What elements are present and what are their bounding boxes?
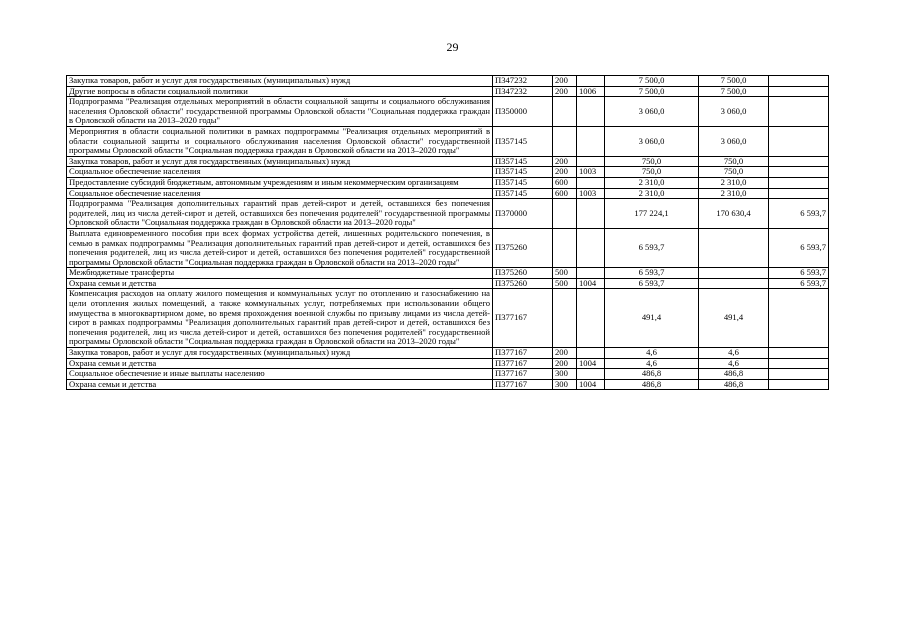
row-rz: 1004: [577, 358, 605, 369]
row-value-1: 6 593,7: [605, 268, 699, 279]
page-number: 29: [446, 40, 459, 54]
row-value-1: 2 310,0: [605, 188, 699, 199]
row-value-2: 7 500,0: [699, 76, 769, 87]
row-rz: [577, 289, 605, 348]
row-value-3: 6 593,7: [769, 199, 829, 229]
row-code: П377167: [493, 358, 553, 369]
row-value-1: 6 593,7: [605, 278, 699, 289]
row-value-3: [769, 156, 829, 167]
row-value-2: 7 500,0: [699, 86, 769, 97]
row-value-2: [699, 228, 769, 267]
row-name: Компенсация расходов на оплату жилого помещения и коммунальных услуг по отоплению и газоснабжению на цели отопления жилых помещений, а также коммунальных услуг, потребляемых при использовании общего имущества в многоквартирном доме, во время прохождения военной службы по призыву лицами из числа детей-сирот в рамках подпрограммы "Реализация дополнительных гарантий прав детей-сирот и детей, оставшихся без попечения родителей, лиц из числа детей-сирот и детей, оставшихся без попечения родителей" государственной программы Орловской области "Социальная поддержка граждан в Орловской области на 2013–2020 годы": [67, 289, 493, 348]
table-row: [67, 289, 829, 348]
row-value-3: [769, 86, 829, 97]
row-vr: [553, 97, 577, 127]
row-value-1: 3 060,0: [605, 97, 699, 127]
table-row: [67, 86, 829, 97]
row-vr: [553, 289, 577, 348]
row-value-2: 491,4: [699, 289, 769, 348]
row-name: Подпрограмма "Реализация отдельных мероприятий в области социальной защиты и социального обслуживания населения Орловской области" государственной программы Орловской области "Социальная поддержка граждан в Орловской области на 2013–2020 годы": [67, 97, 493, 127]
row-code: П347232: [493, 86, 553, 97]
row-vr: 600: [553, 188, 577, 199]
row-value-2: 4,6: [699, 358, 769, 369]
row-value-1: 491,4: [605, 289, 699, 348]
row-value-2: 750,0: [699, 167, 769, 178]
row-value-2: [699, 278, 769, 289]
table-row: [67, 228, 829, 267]
row-code: П350000: [493, 97, 553, 127]
row-rz: [577, 156, 605, 167]
row-vr: 200: [553, 86, 577, 97]
row-name: Другие вопросы в области социальной политики: [67, 86, 493, 97]
row-name: Социальное обеспечение населения: [67, 167, 493, 178]
row-code: П357145: [493, 126, 553, 156]
row-vr: 300: [553, 379, 577, 390]
row-code: П357145: [493, 167, 553, 178]
row-value-2: 750,0: [699, 156, 769, 167]
row-vr: 200: [553, 348, 577, 359]
row-value-3: 6 593,7: [769, 228, 829, 267]
row-name: Социальное обеспечение и иные выплаты населению: [67, 369, 493, 380]
row-value-1: 2 310,0: [605, 177, 699, 188]
row-code: П357145: [493, 156, 553, 167]
row-vr: 200: [553, 358, 577, 369]
row-value-3: [769, 289, 829, 348]
row-name: Закупка товаров, работ и услуг для государственных (муниципальных) нужд: [67, 76, 493, 87]
row-value-3: [769, 188, 829, 199]
row-rz: [577, 199, 605, 229]
row-rz: [577, 126, 605, 156]
table-row: [67, 379, 829, 390]
row-name: Предоставление субсидий бюджетным, автономным учреждениям и иным некоммерческим организациям: [67, 177, 493, 188]
row-vr: 500: [553, 278, 577, 289]
row-code: П377167: [493, 379, 553, 390]
row-value-2: 4,6: [699, 348, 769, 359]
budget-table: [66, 75, 829, 390]
table-row: [67, 97, 829, 127]
row-name: Мероприятия в области социальной политики в рамках подпрограммы "Реализация отдельных мероприятий в области социальной защиты и социального обслуживания населения Орловской области" государственной программы Орловской области "Социальная поддержка граждан в Орловской области на 2013–2020 годы": [67, 126, 493, 156]
row-value-3: 6 593,7: [769, 278, 829, 289]
row-value-2: 3 060,0: [699, 97, 769, 127]
table-row: [67, 177, 829, 188]
row-name: Социальное обеспечение населения: [67, 188, 493, 199]
table-row: [67, 199, 829, 229]
row-value-2: 2 310,0: [699, 188, 769, 199]
row-rz: [577, 348, 605, 359]
budget-table-body: [67, 76, 829, 390]
row-value-2: 170 630,4: [699, 199, 769, 229]
table-row: [67, 167, 829, 178]
row-rz: 1003: [577, 167, 605, 178]
row-code: П370000: [493, 199, 553, 229]
table-row: [67, 126, 829, 156]
row-value-3: [769, 369, 829, 380]
row-code: П377167: [493, 348, 553, 359]
row-name: Закупка товаров, работ и услуг для государственных (муниципальных) нужд: [67, 348, 493, 359]
row-rz: [577, 97, 605, 127]
row-vr: 500: [553, 268, 577, 279]
row-value-3: [769, 358, 829, 369]
row-value-1: 486,8: [605, 379, 699, 390]
table-row: [67, 76, 829, 87]
row-vr: 200: [553, 76, 577, 87]
row-value-3: [769, 76, 829, 87]
row-value-3: [769, 348, 829, 359]
row-value-1: 7 500,0: [605, 86, 699, 97]
row-value-3: [769, 126, 829, 156]
table-row: [67, 369, 829, 380]
row-value-2: 486,8: [699, 369, 769, 380]
row-value-3: [769, 379, 829, 390]
row-value-1: 750,0: [605, 156, 699, 167]
row-vr: 200: [553, 167, 577, 178]
row-value-3: [769, 177, 829, 188]
row-value-1: 4,6: [605, 358, 699, 369]
row-code: П377167: [493, 369, 553, 380]
row-name: Межбюджетные трансферты: [67, 268, 493, 279]
row-value-2: 3 060,0: [699, 126, 769, 156]
row-value-2: [699, 268, 769, 279]
row-code: П375260: [493, 228, 553, 267]
row-code: П375260: [493, 278, 553, 289]
row-name: Подпрограмма "Реализация дополнительных гарантий прав детей-сирот и детей, оставшихся без попечения родителей, лиц из числа детей-сирот и детей, оставшихся без попечения родителей" государственной программы Орловской области "Социальная поддержка граждан в Орловской области на 2013–2020 годы": [67, 199, 493, 229]
row-code: П377167: [493, 289, 553, 348]
row-vr: 300: [553, 369, 577, 380]
row-value-3: 6 593,7: [769, 268, 829, 279]
table-row: [67, 268, 829, 279]
table-row: [67, 348, 829, 359]
row-value-1: 177 224,1: [605, 199, 699, 229]
row-value-1: 486,8: [605, 369, 699, 380]
row-rz: 1006: [577, 86, 605, 97]
row-code: П347232: [493, 76, 553, 87]
row-rz: [577, 369, 605, 380]
row-rz: [577, 268, 605, 279]
row-rz: 1003: [577, 188, 605, 199]
row-name: Охрана семьи и детства: [67, 358, 493, 369]
row-code: П375260: [493, 268, 553, 279]
row-value-1: 6 593,7: [605, 228, 699, 267]
row-value-1: 4,6: [605, 348, 699, 359]
row-vr: 200: [553, 156, 577, 167]
row-value-2: 2 310,0: [699, 177, 769, 188]
row-value-2: 486,8: [699, 379, 769, 390]
row-rz: [577, 228, 605, 267]
row-value-1: 750,0: [605, 167, 699, 178]
table-row: [67, 278, 829, 289]
table-row: [67, 156, 829, 167]
row-vr: [553, 199, 577, 229]
row-rz: [577, 177, 605, 188]
row-name: Охрана семьи и детства: [67, 278, 493, 289]
row-vr: [553, 126, 577, 156]
row-value-3: [769, 97, 829, 127]
row-vr: 600: [553, 177, 577, 188]
row-code: П357145: [493, 177, 553, 188]
row-value-3: [769, 167, 829, 178]
table-row: [67, 358, 829, 369]
row-code: П357145: [493, 188, 553, 199]
row-value-1: 3 060,0: [605, 126, 699, 156]
row-name: Охрана семьи и детства: [67, 379, 493, 390]
table-row: [67, 188, 829, 199]
row-rz: 1004: [577, 379, 605, 390]
row-name: Закупка товаров, работ и услуг для государственных (муниципальных) нужд: [67, 156, 493, 167]
row-vr: [553, 228, 577, 267]
row-value-1: 7 500,0: [605, 76, 699, 87]
row-name: Выплата единовременного пособия при всех формах устройства детей, лишенных родительского попечения, в семью в рамках подпрограммы "Реализация дополнительных гарантий прав детей-сирот и детей, оставшихся без попечения родителей, лиц из числа детей-сирот и детей, оставшихся без попечения родителей" государственной программы Орловской области "Социальная поддержка граждан в Орловской области на 2013–2020 годы": [67, 228, 493, 267]
row-rz: 1004: [577, 278, 605, 289]
row-rz: [577, 76, 605, 87]
